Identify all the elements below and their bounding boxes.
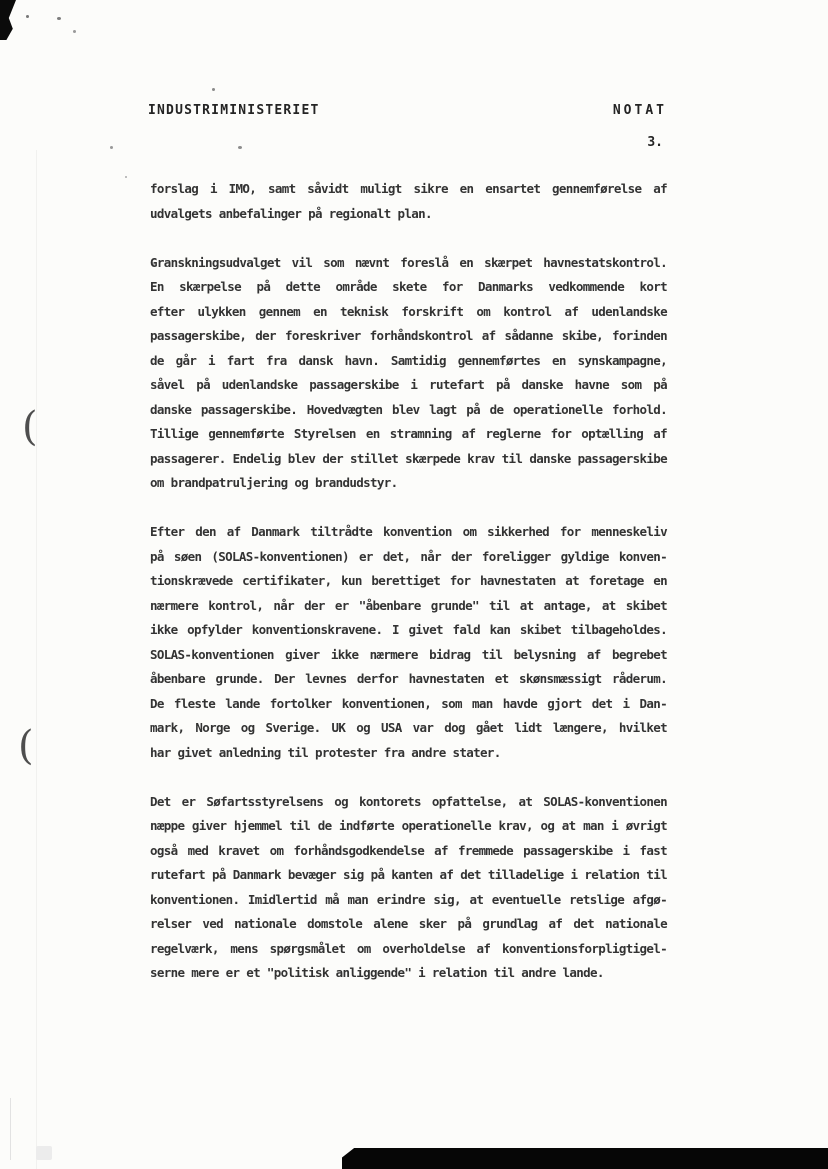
text-line: ikke opfylder konventionskravene. I givet fald kan skibet tilbageholdes. <box>150 622 667 637</box>
scan-corner-artifact <box>0 0 16 40</box>
text-line: tionskrævede certifikater, kun berettiget for havnestaten at foretage en <box>150 573 667 588</box>
text-line: SOLAS-konventionen giver ikke nærmere bidrag til belysning af begrebet <box>150 646 667 662</box>
text-line: de går i fart fra dansk havn. Samtidig gennemførtes en synskampagne, <box>150 352 667 368</box>
text-line: konventionen. Imidlertid må man erindre sig, at eventuelle retslige afgø- <box>150 891 667 907</box>
text-line: Efter den af Danmark tiltrådte konvention om sikkerhed for menneskeliv <box>150 524 667 539</box>
text-line: nærmere kontrol, når der er "åbenbare grunde" til at antage, at skibet <box>150 597 667 613</box>
page-number: 3. <box>647 135 663 150</box>
scan-speck <box>238 146 242 149</box>
scan-speck <box>125 176 127 178</box>
text-line: om brandpatruljering og brandudstyr. <box>150 475 398 490</box>
text-line: mark, Norge og Sverige. UK og USA var dog gået lidt længere, hvilket <box>150 720 667 735</box>
text-line: danske passagerskibe. Hovedvægten blev lagt på de operationelle forhold. <box>150 401 667 417</box>
notat-label: NOTAT <box>612 103 667 118</box>
text-line: De fleste lande fortolker konventionen, som man havde gjort det i Dan- <box>150 695 667 711</box>
scan-speck <box>36 1146 52 1160</box>
text-line: på søen (SOLAS-konventionen) er det, når der foreligger gyldige konven- <box>150 548 667 564</box>
text-line: Det er Søfartsstyrelsens og kontorets opfattelse, at SOLAS-konventionen <box>150 793 667 809</box>
scan-speck <box>110 146 113 149</box>
scan-speck <box>57 17 61 20</box>
text-line: forslag i IMO, samt såvidt muligt sikre en ensartet gennemførelse af <box>150 181 667 196</box>
text-line: passagerer. Endelig blev der stillet skærpede krav til danske passagerskibe <box>150 450 667 466</box>
document-body <box>150 177 667 1010</box>
paragraph <box>150 251 667 496</box>
text-line: såvel på udenlandske passagerskibe i rutefart på danske havne som på <box>150 377 667 392</box>
text-line: efter ulykken gennem en teknisk forskrift om kontrol af udenlandske <box>150 303 667 319</box>
paper-crease-line <box>36 150 37 1169</box>
text-line: Tillige gennemførte Styrelsen en stramning af reglerne for optælling af <box>150 426 667 441</box>
text-line: åbenbare grunde. Der levnes derfor havnestaten et skønsmæssigt råderum. <box>150 671 667 686</box>
paragraph <box>150 177 667 226</box>
text-line: Granskningsudvalget vil som nævnt foreslå en skærpet havnestatskontrol. <box>150 254 667 270</box>
text-line: også med kravet om forhåndsgodkendelse af fremmede passagerskibe i fast <box>150 842 667 858</box>
scan-edge-line <box>10 1098 11 1160</box>
ministry-name: INDUSTRIMINISTERIET <box>148 103 320 118</box>
punch-hole-mark-bottom <box>18 729 44 763</box>
text-line: rutefart på Danmark bevæger sig på kanten af det tilladelige i relation til <box>150 867 667 882</box>
punch-hole-mark-top <box>22 410 48 444</box>
text-line: serne mere er et "politisk anliggende" i relation til andre lande. <box>150 965 604 980</box>
text-line: udvalgets anbefalinger på regionalt plan. <box>150 205 432 221</box>
text-line: næppe giver hjemmel til de indførte operationelle krav, og at man i øvrigt <box>150 818 667 833</box>
scan-speck <box>26 15 29 18</box>
scan-bottom-artifact <box>342 1148 828 1169</box>
scan-speck <box>212 88 215 91</box>
text-line: relser ved nationale domstole alene sker på grundlag af det nationale <box>150 916 667 931</box>
text-line: passagerskibe, der foreskriver forhåndskontrol af sådanne skibe, forinden <box>150 328 667 343</box>
scan-speck <box>73 30 76 33</box>
paragraph <box>150 520 667 765</box>
text-line: har givet anledning til protester fra andre stater. <box>150 744 501 760</box>
text-line: En skærpelse på dette område skete for Danmarks vedkommende kort <box>150 279 667 294</box>
paragraph <box>150 790 667 986</box>
text-line: regelværk, mens spørgsmålet om overholdelse af konventionsforpligtigel- <box>150 940 667 956</box>
